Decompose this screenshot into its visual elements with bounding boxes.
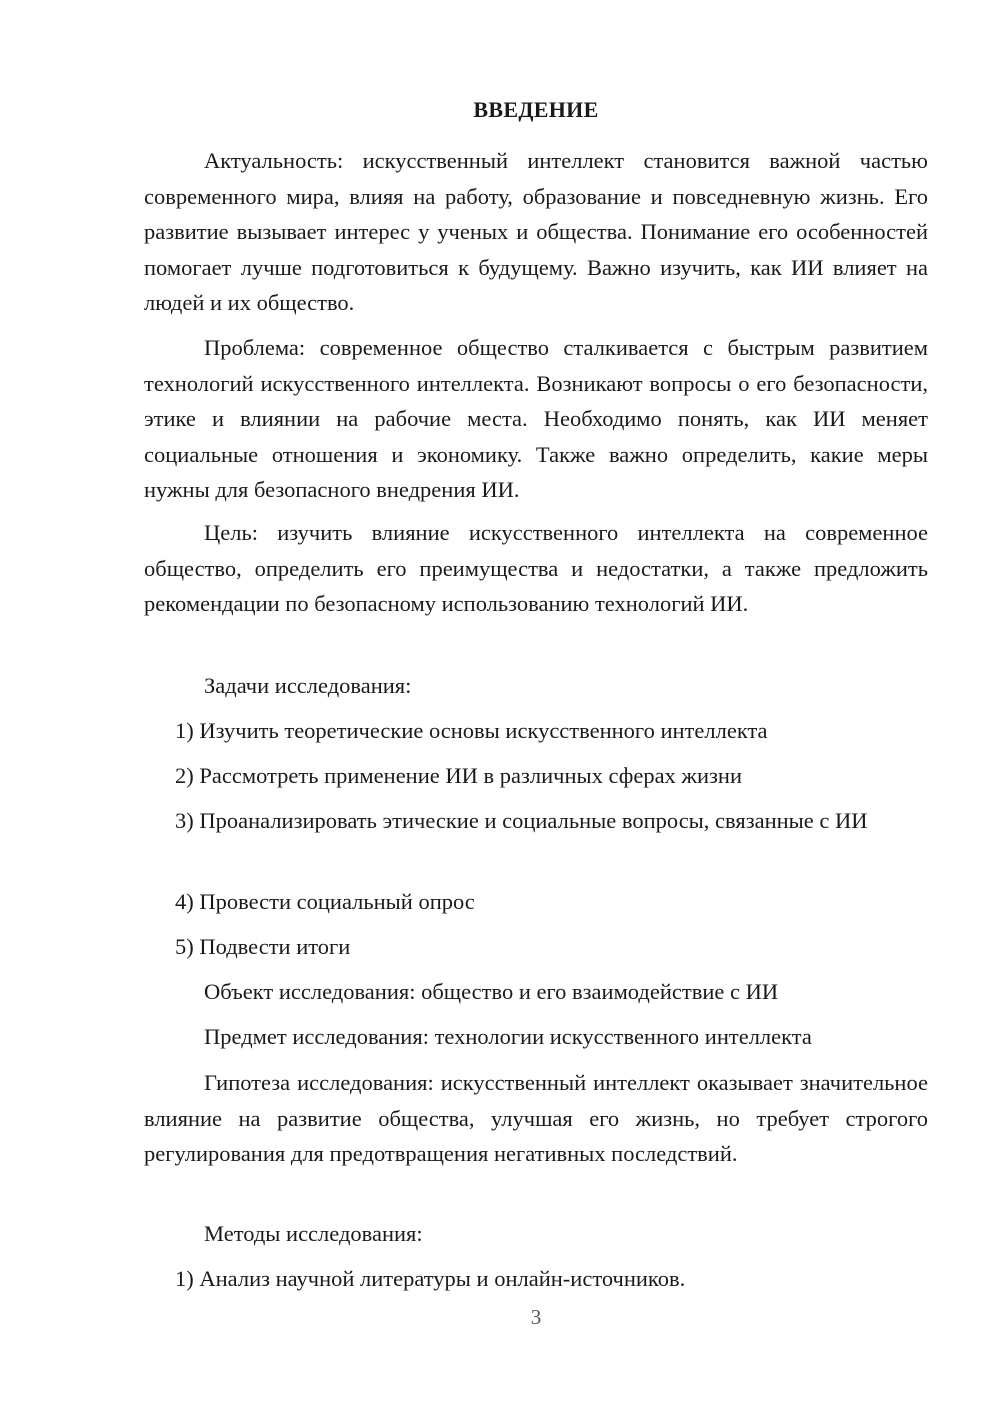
tasks-heading: Задачи исследования: [204,673,412,698]
method-item: 1) Анализ научной литературы и онлайн-источников. [175,1266,686,1291]
goal-paragraph: Цель: изучить влияние искусственного интеллекта на современное общество, определить его преимущества и недостатки, а также предложить рекомендации по безопасному использованию технологий ИИ. [144,520,928,616]
problem-paragraph: Проблема: современное общество сталкивается с быстрым развитием технологий искусственного интеллекта. Возникают вопросы о его безопасности, этике и влиянии на рабочие места. Необходимо понять, как ИИ меняет социальные отношения и экономику. Также важно определить, какие меры нужны для безопасного внедрения ИИ. [144,335,928,502]
task-item: 4) Провести социальный опрос [175,889,475,914]
task-item: 5) Подвести итоги [175,934,351,959]
page-number: 3 [530,1305,542,1329]
hypothesis-paragraph: Гипотеза исследования: искусственный интеллект оказывает значительное влияние на развитие общества, улучшая его жизнь, но требует строгого регулирования для предотвращения негативных последствий. [144,1070,928,1166]
section-title: ВВЕДЕНИЕ [473,97,599,122]
task-item: 2) Рассмотреть применение ИИ в различных сферах жизни [175,763,742,788]
task-item: 3) Проанализировать этические и социальные вопросы, связанные с ИИ [175,808,868,833]
relevance-paragraph: Актуальность: искусственный интеллект становится важной частью современного мира, влияя на работу, образование и повседневную жизнь. Его развитие вызывает интерес у ученых и общества. Понимание его особенностей помогает лучше подготовиться к будущему. Важно изучить, как ИИ влияет на людей и их общество. [144,148,928,315]
subject-line: Предмет исследования: технологии искусственного интеллекта [204,1024,812,1049]
methods-heading: Методы исследования: [204,1221,423,1246]
task-item: 1) Изучить теоретические основы искусственного интеллекта [175,718,768,743]
object-line: Объект исследования: общество и его взаимодействие с ИИ [204,979,779,1004]
